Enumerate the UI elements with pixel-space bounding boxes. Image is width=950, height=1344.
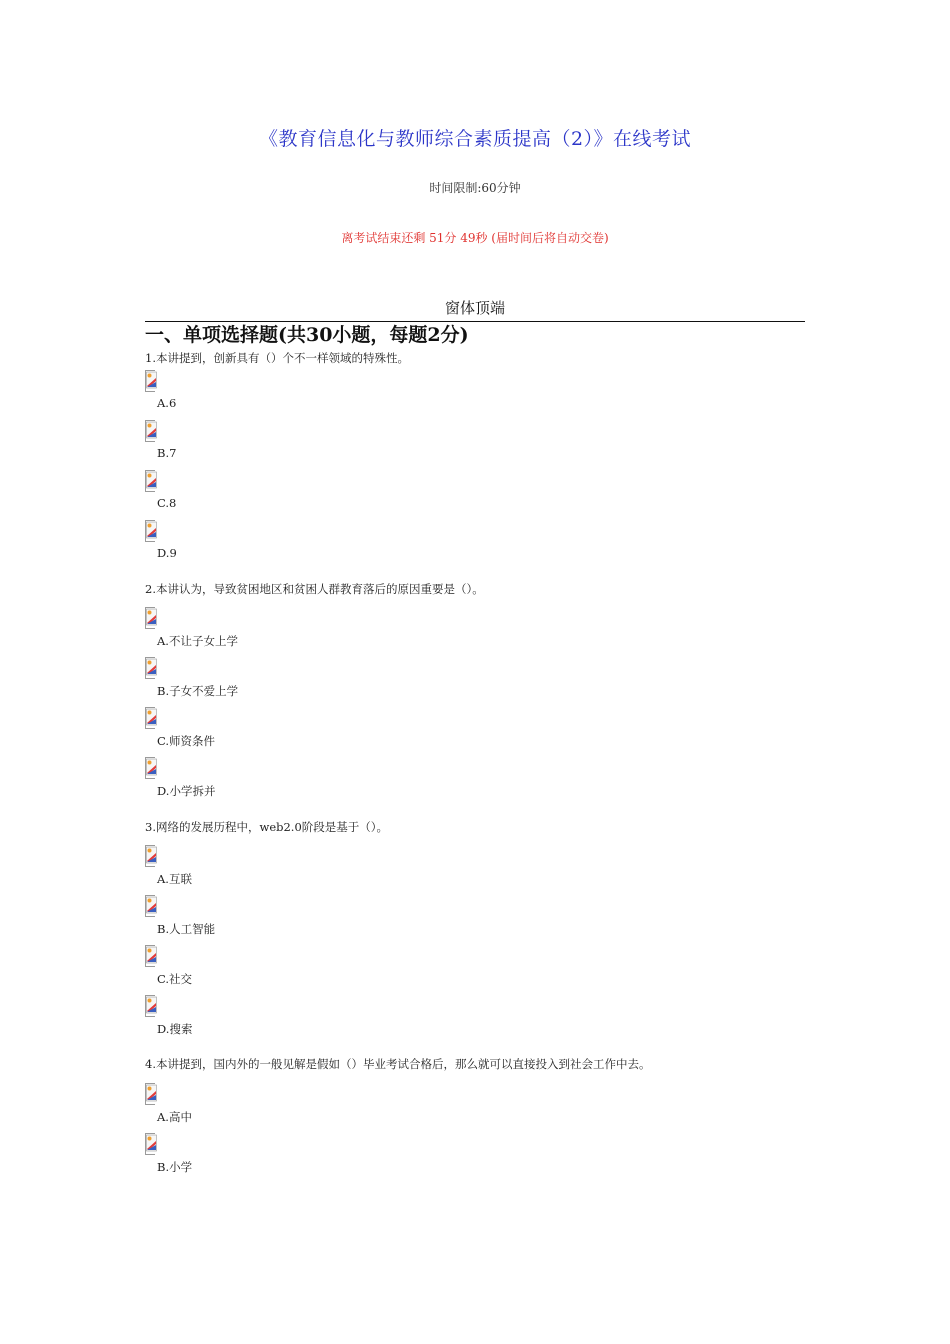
question-4-option-a[interactable] <box>145 1083 345 1127</box>
broken-image-radio-icon[interactable] <box>145 607 157 629</box>
question-4-option-b[interactable] <box>145 1133 345 1177</box>
option-label: B.7 <box>157 446 177 460</box>
question-4-text: 4.本讲提到，国内外的一般见解是假如（）毕业考试合格后，那么就可以直接投入到社会工作中去。 <box>145 1057 651 1071</box>
question-2-option-c[interactable] <box>145 707 345 751</box>
question-1-option-c[interactable] <box>145 470 345 514</box>
form-top-label: 窗体顶端 <box>145 297 805 322</box>
option-label: A.不让子女上学 <box>157 634 238 648</box>
question-1-option-d[interactable] <box>145 520 345 564</box>
question-3-option-d[interactable] <box>145 995 345 1039</box>
broken-image-radio-icon[interactable] <box>145 995 157 1017</box>
option-label: B.小学 <box>157 1160 193 1174</box>
question-3-option-a[interactable] <box>145 845 345 889</box>
countdown-text: 离考试结束还剩 51分 49秒 (届时间后将自动交卷) <box>341 231 609 245</box>
option-label: D.小学拆并 <box>157 784 216 798</box>
broken-image-radio-icon[interactable] <box>145 520 157 542</box>
broken-image-radio-icon[interactable] <box>145 845 157 867</box>
question-2-option-b[interactable] <box>145 657 345 701</box>
question-3-option-b[interactable] <box>145 895 345 939</box>
broken-image-radio-icon[interactable] <box>145 707 157 729</box>
option-label: A.互联 <box>157 872 192 886</box>
broken-image-radio-icon[interactable] <box>145 657 157 679</box>
question-2-text: 2.本讲认为，导致贫困地区和贫困人群教育落后的原因重要是（）。 <box>145 582 484 596</box>
broken-image-radio-icon[interactable] <box>145 1083 157 1105</box>
broken-image-radio-icon[interactable] <box>145 945 157 967</box>
broken-image-radio-icon[interactable] <box>145 370 157 392</box>
option-label: B.人工智能 <box>157 922 216 936</box>
option-label: D.搜索 <box>157 1022 193 1036</box>
question-2-option-a[interactable] <box>145 607 345 651</box>
option-label: C.社交 <box>157 972 193 986</box>
option-label: A.6 <box>157 396 177 410</box>
question-1-text: 1.本讲提到，创新具有（）个不一样领域的特殊性。 <box>145 351 409 365</box>
option-label: A.高中 <box>157 1110 192 1124</box>
broken-image-radio-icon[interactable] <box>145 420 157 442</box>
option-label: C.8 <box>157 496 177 510</box>
question-3-option-c[interactable] <box>145 945 345 989</box>
broken-image-radio-icon[interactable] <box>145 470 157 492</box>
question-1-option-a[interactable] <box>145 370 345 414</box>
time-limit-text: 时间限制:60分钟 <box>429 181 521 195</box>
exam-title: 《教育信息化与教师综合素质提高（2）》在线考试 <box>258 128 692 150</box>
question-3-text: 3.网络的发展历程中，web2.0阶段是基于（）。 <box>145 820 389 834</box>
broken-image-radio-icon[interactable] <box>145 1133 157 1155</box>
question-1-option-b[interactable] <box>145 420 345 464</box>
option-label: B.子女不爱上学 <box>157 684 239 698</box>
option-label: C.师资条件 <box>157 734 216 748</box>
section-title: 一、单项选择题(共30小题，每题2分) <box>145 324 469 346</box>
question-2-option-d[interactable] <box>145 757 345 801</box>
broken-image-radio-icon[interactable] <box>145 757 157 779</box>
option-label: D.9 <box>157 546 177 560</box>
broken-image-radio-icon[interactable] <box>145 895 157 917</box>
